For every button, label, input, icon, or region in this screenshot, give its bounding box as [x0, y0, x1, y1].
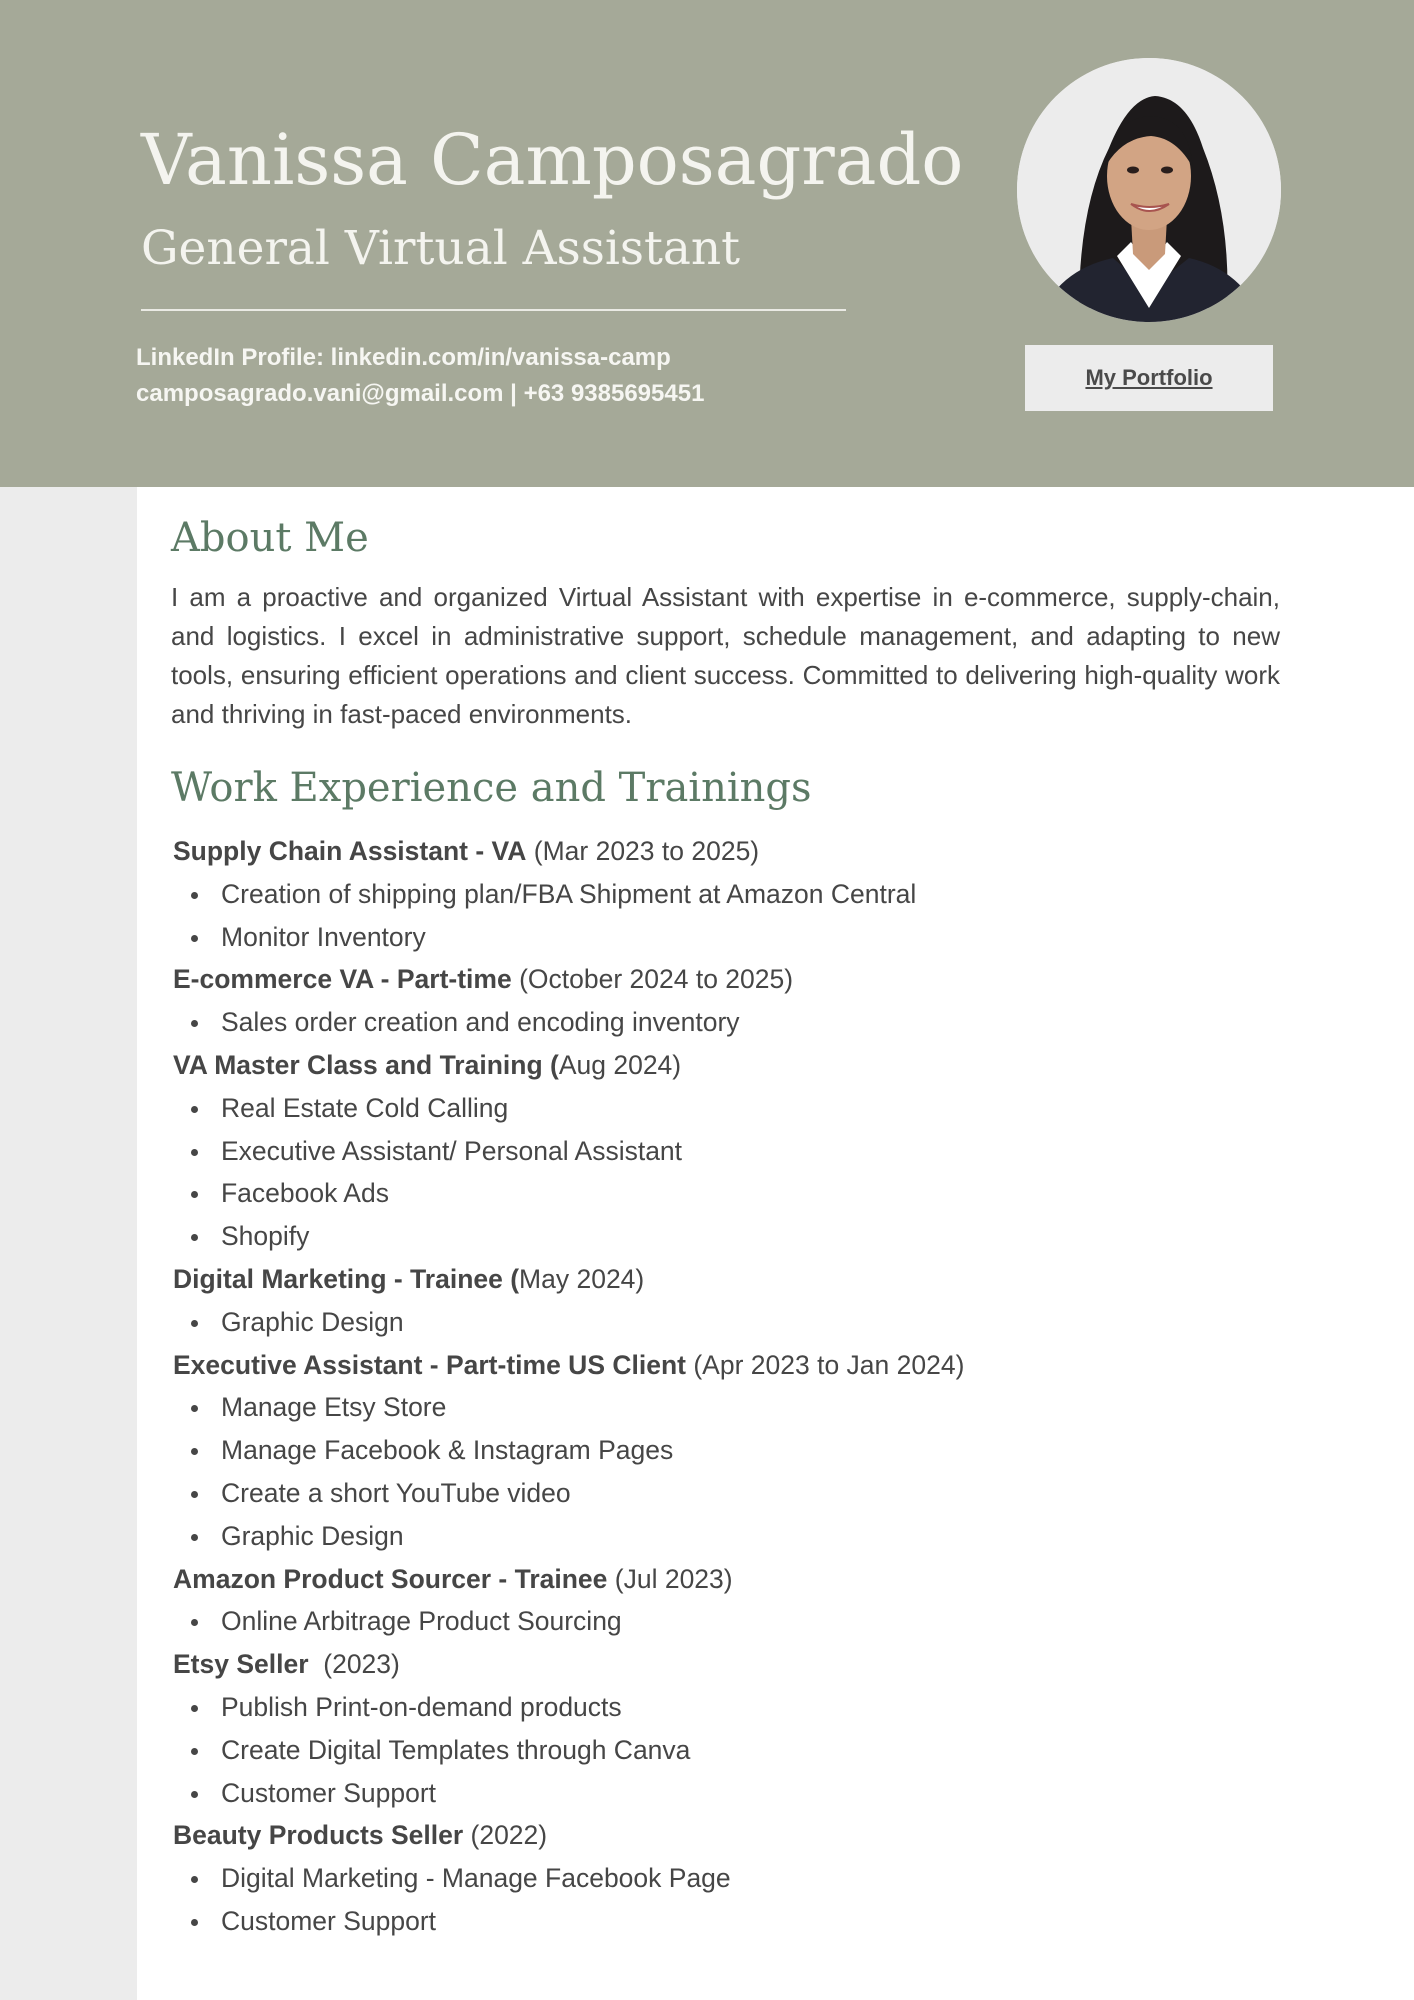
entry-bullet-list — [171, 1600, 1280, 1643]
bullet-item: Real Estate Cold Calling — [171, 1087, 1280, 1130]
bullet-item: Graphic Design — [171, 1301, 1280, 1344]
entry-heading — [171, 1344, 1280, 1387]
entry-role: Amazon Product Sourcer - Trainee — [173, 1563, 608, 1594]
entry-role: Supply Chain Assistant - VA — [173, 836, 527, 866]
bullet-item: Graphic Design — [171, 1515, 1280, 1558]
about-text: I am a proactive and organized Virtual Assistant with expertise in e-commerce, supply-chain, and logistics. I excel in administrative support, schedule management, and adapting to new tools, ensuring efficient operations and client success. Committed to delivering high-quality work and thriving in fast-paced environments. — [171, 582, 1280, 729]
entry-heading — [171, 958, 1280, 1001]
entry-role: Beauty Products Seller — [173, 1820, 464, 1851]
entry-role: Executive Assistant - Part-time US Client — [173, 1349, 686, 1380]
linkedin-profile-link[interactable]: LinkedIn Profile: linkedin.com/in/vanissa-camp — [136, 344, 671, 371]
job-title: General Virtual Assistant — [141, 221, 741, 276]
entry-heading — [171, 1558, 1280, 1601]
entry-bullet-list — [171, 1386, 1280, 1557]
left-side-band — [0, 487, 137, 2000]
entry-bullet-list — [171, 1301, 1280, 1344]
entry-period: Aug 2024) — [558, 1049, 682, 1080]
entry-bullet-list — [171, 1001, 1280, 1044]
work-entries — [171, 830, 1280, 1943]
bullet-item: Manage Etsy Store — [171, 1386, 1280, 1429]
candidate-name: Vanissa Camposagrado — [141, 119, 964, 201]
entry-bullet-list — [171, 873, 1280, 959]
entry-role: Digital Marketing - Trainee ( — [173, 1263, 520, 1294]
email-phone-line: camposagrado.vani@gmail.com | +63 9385695451 — [136, 380, 705, 407]
bullet-item: Customer Support — [171, 1772, 1280, 1815]
entry-period: (October 2024 to 2025) — [511, 964, 794, 995]
entry-heading — [171, 1044, 1280, 1087]
bullet-item: Manage Facebook & Instagram Pages — [171, 1429, 1280, 1472]
bullet-item: Create a short YouTube video — [171, 1472, 1280, 1515]
entry-period: May 2024) — [519, 1263, 645, 1294]
entry-period: (2022) — [463, 1820, 548, 1851]
entry-heading — [171, 1643, 1280, 1686]
about-heading: About Me — [171, 515, 369, 561]
bullet-item: Publish Print-on-demand products — [171, 1686, 1280, 1729]
header-divider — [141, 309, 846, 311]
entry-heading — [171, 830, 1280, 873]
bullet-item: Online Arbitrage Product Sourcing — [171, 1600, 1280, 1643]
profile-photo — [1017, 58, 1281, 322]
entry-bullet-list — [171, 1857, 1280, 1943]
portfolio-button[interactable]: My Portfolio — [1025, 345, 1273, 411]
bullet-item: Customer Support — [171, 1900, 1280, 1943]
entry-bullet-list — [171, 1686, 1280, 1814]
bullet-item: Create Digital Templates through Canva — [171, 1729, 1280, 1772]
entry-role: E-commerce VA - Part-time — [173, 964, 512, 995]
bullet-item: Executive Assistant/ Personal Assistant — [171, 1130, 1280, 1173]
bullet-item: Digital Marketing - Manage Facebook Page — [171, 1857, 1280, 1900]
entry-role: VA Master Class and Training ( — [173, 1049, 559, 1080]
entry-heading — [171, 1814, 1280, 1857]
bullet-item: Monitor Inventory — [171, 916, 1280, 959]
main-content — [171, 510, 1280, 1943]
entry-period: (Apr 2023 to Jan 2024) — [685, 1349, 965, 1380]
entry-period: (Mar 2023 to 2025) — [526, 836, 760, 866]
bullet-item: Shopify — [171, 1215, 1280, 1258]
work-heading: Work Experience and Trainings — [171, 765, 812, 811]
contact-info — [136, 340, 704, 412]
entry-period: (Jul 2023) — [607, 1563, 733, 1594]
entry-bullet-list — [171, 1087, 1280, 1258]
bullet-item: Creation of shipping plan/FBA Shipment at Amazon Central — [171, 873, 1280, 916]
entry-period: (2023) — [308, 1649, 400, 1680]
bullet-item: Facebook Ads — [171, 1172, 1280, 1215]
entry-role: Etsy Seller — [173, 1649, 309, 1680]
portrait-illustration — [1017, 58, 1281, 322]
entry-heading — [171, 1258, 1280, 1301]
bullet-item: Sales order creation and encoding inventory — [171, 1001, 1280, 1044]
